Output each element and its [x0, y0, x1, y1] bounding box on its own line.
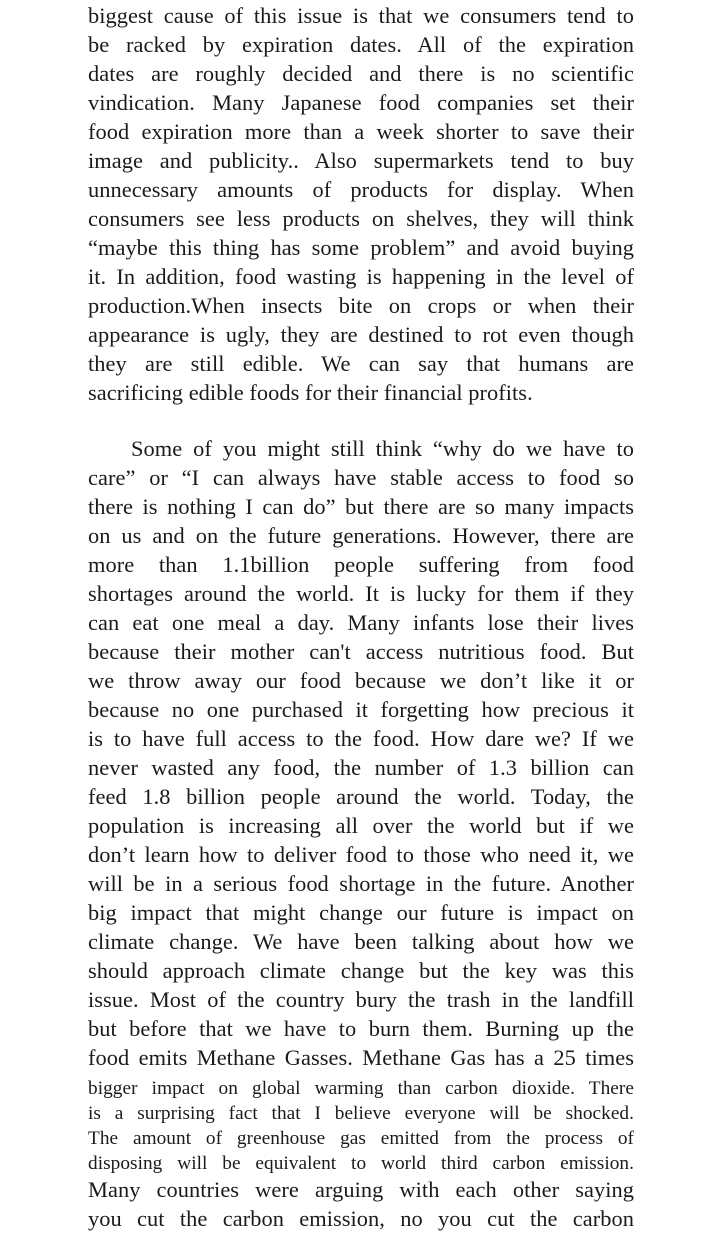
- text-line: biggest cause of this issue is that we consumers tend to: [88, 3, 634, 28]
- text-line: there is nothing I can do” but there are so many impacts: [88, 494, 634, 519]
- text-line: population is increasing all over the world but if we: [88, 813, 634, 838]
- text-line: climate change. We have been talking about how we: [88, 929, 634, 954]
- text-line: Many countries were arguing with each other saying: [88, 1177, 634, 1202]
- text-line: care” or “I can always have stable access to food so: [88, 465, 634, 490]
- text-line: vindication. Many Japanese food companies set their: [88, 90, 634, 115]
- text-line: image and publicity.. Also supermarkets tend to buy: [88, 148, 634, 173]
- text-line: should approach climate change but the key was this: [88, 958, 634, 983]
- text-line: more than 1.1billion people suffering from food: [88, 552, 634, 577]
- text-line: big impact that might change our future is impact on: [88, 900, 634, 925]
- text-line: it. In addition, food wasting is happening in the level of: [88, 264, 634, 289]
- text-line: production.When insects bite on crops or when their: [88, 293, 634, 318]
- text-line: will be in a serious food shortage in the future. Another: [88, 871, 634, 896]
- text-line: The amount of greenhouse gas emitted from the process of: [88, 1128, 634, 1149]
- text-line: consumers see less products on shelves, they will think: [88, 206, 634, 231]
- text-line: “maybe this thing has some problem” and avoid buying: [88, 235, 634, 260]
- text-line: feed 1.8 billion people around the world. Today, the: [88, 784, 634, 809]
- text-line: dates are roughly decided and there is no scientific: [88, 61, 634, 86]
- text-line: food expiration more than a week shorter to save their: [88, 119, 634, 144]
- text-line: food emits Methane Gasses. Methane Gas has a 25 times: [88, 1045, 634, 1070]
- text-line: on us and on the future generations. However, there are: [88, 523, 634, 548]
- text-line: don’t learn how to deliver food to those who need it, we: [88, 842, 634, 867]
- text-line: be racked by expiration dates. All of the expiration: [88, 32, 634, 57]
- text-line: because their mother can't access nutritious food. But: [88, 639, 634, 664]
- text-line: never wasted any food, the number of 1.3 billion can: [88, 755, 634, 780]
- text-line: they are still edible. We can say that humans are: [88, 351, 634, 376]
- text-line: Some of you might still think “why do we have to: [131, 436, 634, 461]
- text-line: is to have full access to the food. How dare we? If we: [88, 726, 634, 751]
- text-line: disposing will be equivalent to world third carbon emission.: [88, 1153, 634, 1174]
- text-line: but before that we have to burn them. Burning up the: [88, 1016, 634, 1041]
- text-line: because no one purchased it forgetting how precious it: [88, 697, 634, 722]
- text-line: bigger impact on global warming than carbon dioxide. There: [88, 1078, 634, 1099]
- text-line: issue. Most of the country bury the trash in the landfill: [88, 987, 634, 1012]
- text-line: sacrificing edible foods for their financial profits.: [88, 380, 533, 405]
- text-line: is a surprising fact that I believe everyone will be shocked.: [88, 1103, 634, 1124]
- text-line: you cut the carbon emission, no you cut the carbon: [88, 1206, 634, 1231]
- text-line: shortages around the world. It is lucky for them if they: [88, 581, 634, 606]
- text-line: unnecessary amounts of products for display. When: [88, 177, 634, 202]
- text-line: can eat one meal a day. Many infants lose their lives: [88, 610, 634, 635]
- text-line: we throw away our food because we don’t like it or: [88, 668, 634, 693]
- text-line: appearance is ugly, they are destined to rot even though: [88, 322, 634, 347]
